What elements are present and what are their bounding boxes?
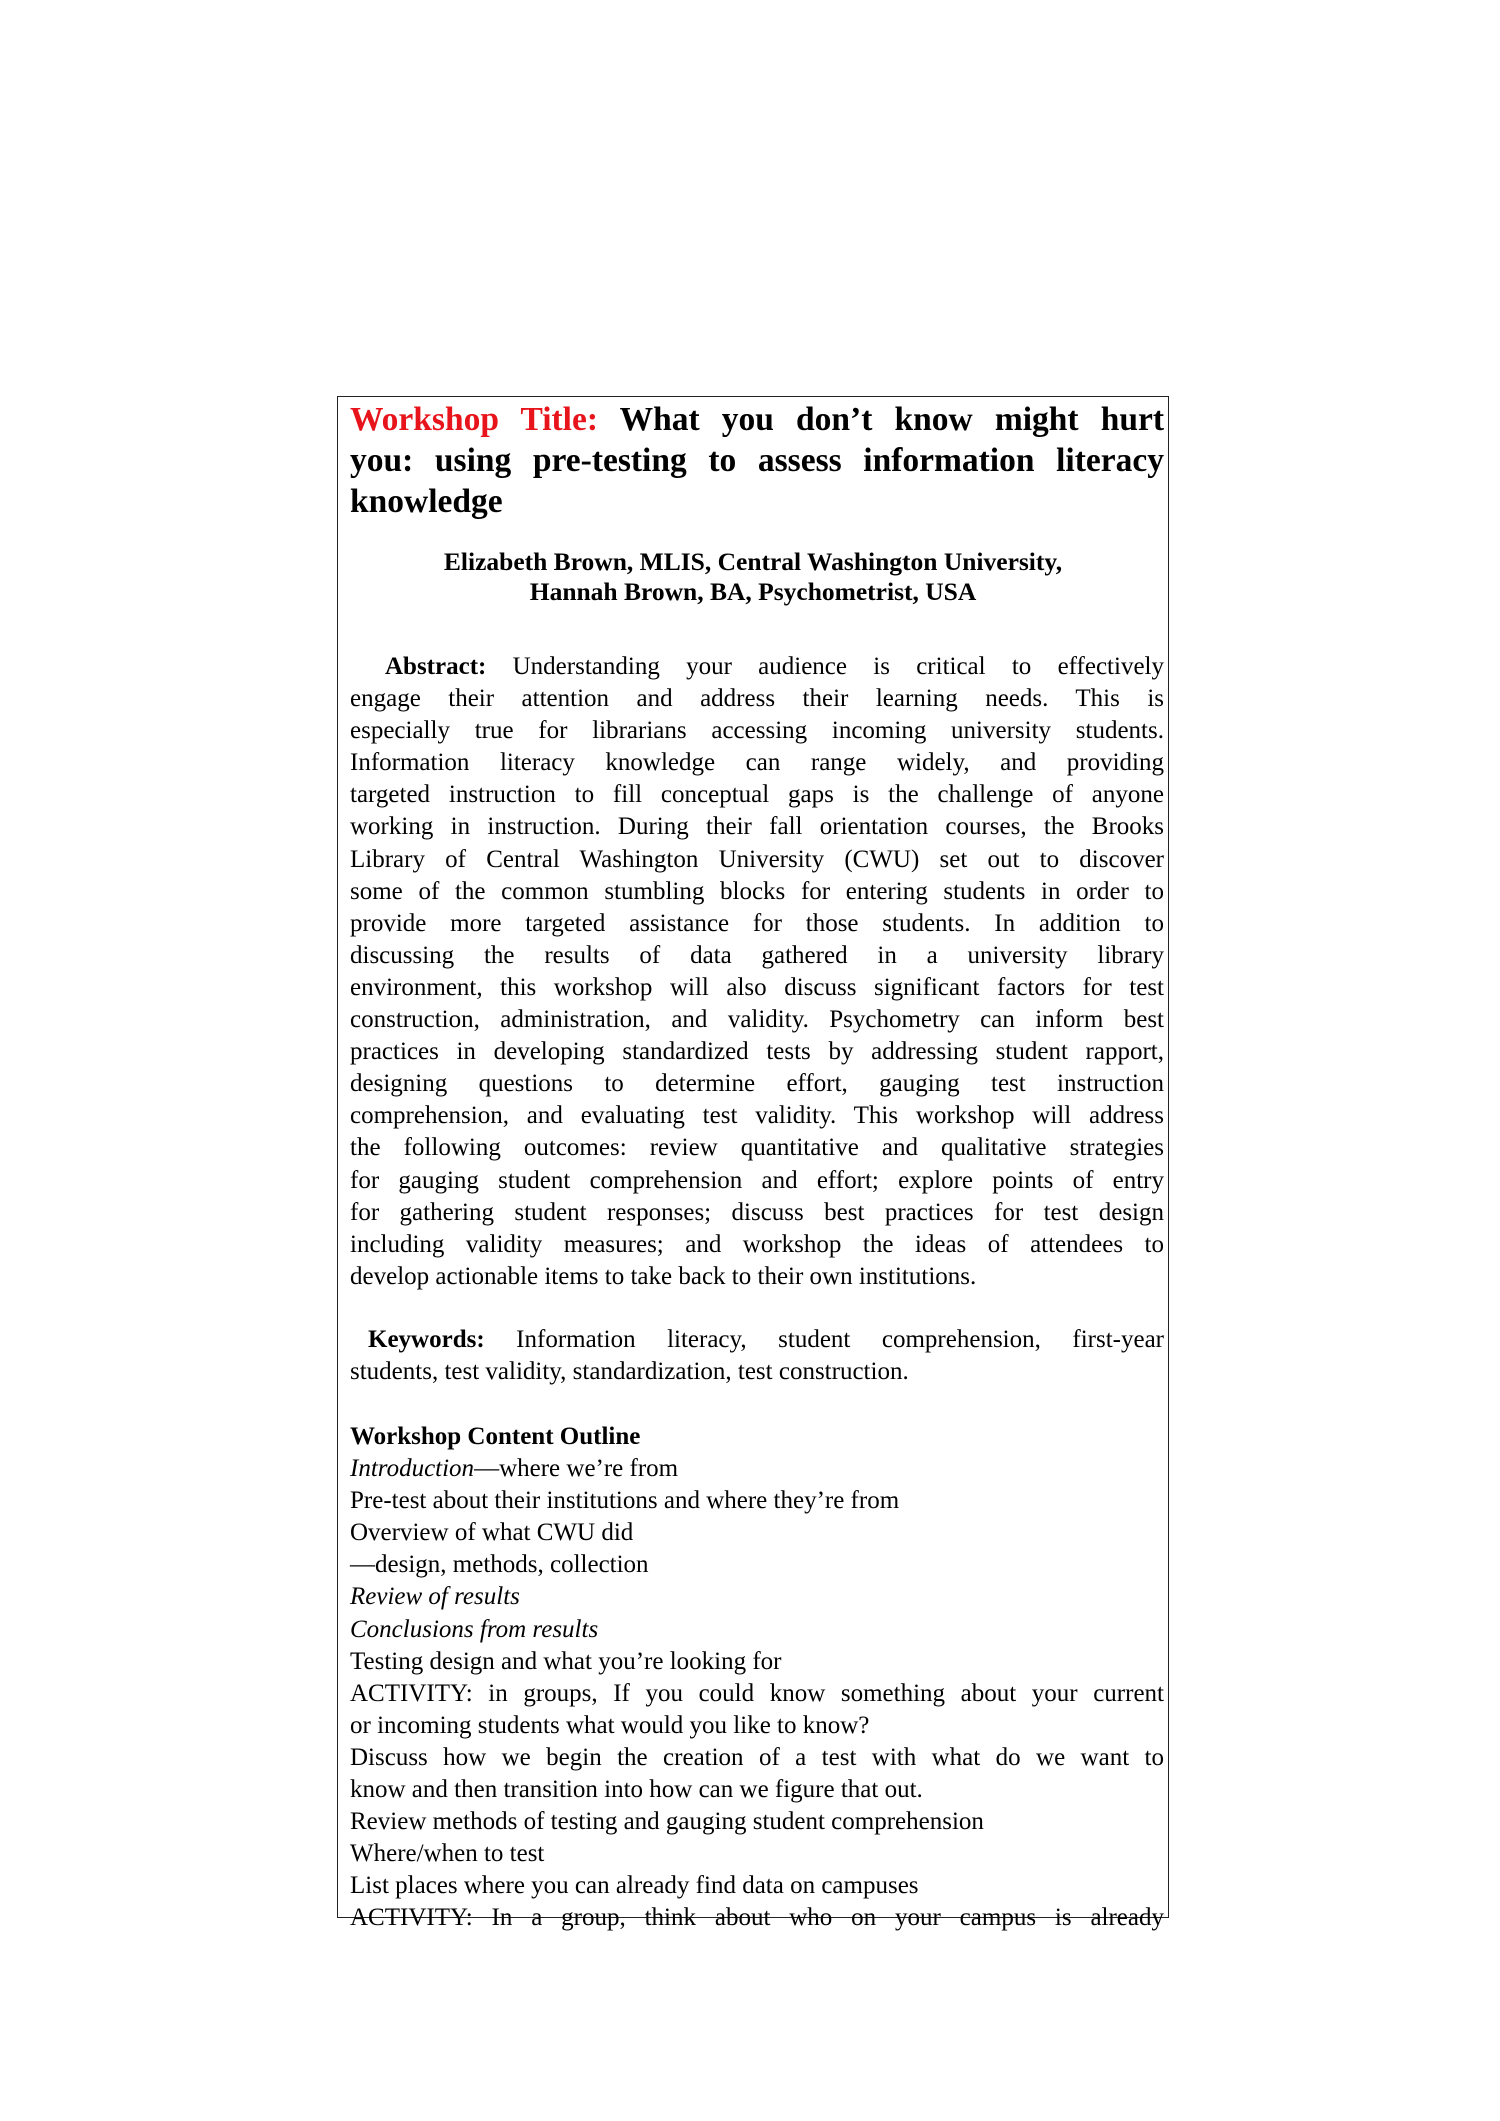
author-line: Elizabeth Brown, MLIS, Central Washington University, [443,547,1063,576]
abstract-text: especially true for librarians accessing incoming university students. [350,717,1164,745]
abstract-text: the following outcomes: review quantitative and qualitative strategies [350,1134,1164,1162]
outline-item-rest: —where we’re from [474,1455,679,1483]
abstract-line [350,651,1164,683]
outline-section [350,1421,1164,1935]
workshop-title [350,399,1164,522]
title-line: you: using pre-testing to assess information literacy [350,442,1164,479]
outline-item [350,1870,1164,1902]
title-line: Workshop Title: What you don’t know might hurt [350,401,1165,438]
outline-item-text: Where/when to test [350,1840,545,1868]
outline-heading: Workshop Content Outline [350,1423,641,1450]
keywords-line [350,1356,1164,1388]
abstract-line [350,683,1164,715]
abstract-line [350,972,1164,1004]
outline-item [350,1838,1164,1870]
outline-item-text: —design, methods, collection [350,1551,649,1579]
abstract-text: comprehension, and evaluating test validity. This workshop will address [350,1102,1164,1130]
author-line: Hannah Brown, BA, Psychometrist, USA [529,577,977,606]
abstract-line [350,1004,1164,1036]
abstract-text: including validity measures; and workshop the ideas of attendees to [350,1230,1164,1258]
abstract-line [350,1132,1164,1164]
abstract-line [350,1068,1164,1100]
outline-item [350,1485,1164,1517]
outline-item-text: Discuss how we begin the creation of a test with what do we want to [350,1743,1164,1771]
keywords-section [350,1324,1164,1388]
abstract-line [350,1197,1164,1229]
outline-item [350,1742,1164,1774]
outline-item [350,1581,1164,1613]
abstract-line [350,715,1164,747]
title-line: knowledge [350,483,503,520]
outline-item-text: or incoming students what would you like to know? [350,1711,870,1739]
outline-item-text: Overview of what CWU did [350,1519,634,1547]
outline-item [350,1774,1164,1806]
abstract-text: for gathering student responses; discuss best practices for test design [350,1198,1164,1226]
outline-item-text: know and then transition into how can we figure that out. [350,1776,923,1804]
abstract-text: targeted instruction to fill conceptual gaps is the challenge of anyone [350,781,1164,809]
outline-item-text: ACTIVITY: In a group, think about who on your campus is already [350,1904,1164,1932]
abstract-text: Understanding your audience is critical to effectively [486,653,1164,680]
keywords-line [350,1324,1164,1356]
abstract-text: practices in developing standardized tests by addressing student rapport, [350,1038,1164,1066]
outline-item-text: Testing design and what you’re looking for [350,1647,782,1675]
abstract-line [350,1165,1164,1197]
outline-item-text: Introduction [350,1455,475,1483]
outline-item-text: ACTIVITY: in groups, If you could know something about your current [350,1679,1164,1707]
abstract-line [350,811,1164,843]
outline-item-text: Pre-test about their institutions and where they’re from [350,1487,900,1515]
keywords-text: Information literacy, student comprehension, first-year [484,1326,1164,1353]
outline-item-text: List places where you can already find data on campuses [350,1872,919,1900]
abstract-section [350,651,1164,1293]
outline-item [350,1646,1164,1678]
outline-item [350,1710,1164,1742]
abstract-line [350,844,1164,876]
abstract-label: Abstract: [385,653,487,680]
abstract-line [350,1036,1164,1068]
outline-item [350,1614,1164,1646]
abstract-text: working in instruction. During their fall orientation courses, the Brooks [350,813,1164,841]
abstract-text: for gauging student comprehension and effort; explore points of entry [350,1166,1164,1194]
abstract-text: construction, administration, and validity. Psychometry can inform best [350,1006,1164,1034]
abstract-line [350,1261,1164,1293]
abstract-line [350,908,1164,940]
abstract-text: discussing the results of data gathered in a university library [350,941,1164,969]
keywords-text: students, test validity, standardization, test construction. [350,1358,909,1386]
abstract-line [350,1100,1164,1132]
abstract-text: designing questions to determine effort, gauging test instruction [350,1070,1164,1098]
abstract-text: develop actionable items to take back to their own institutions. [350,1262,977,1290]
outline-item [350,1678,1164,1710]
outline-item-text: Review of results [350,1583,520,1611]
workshop-abstract-box [337,396,1169,1932]
title-label: Workshop Title: [350,401,599,438]
abstract-text: engage their attention and address their learning needs. This is [350,685,1164,713]
abstract-text: some of the common stumbling blocks for entering students in order to [350,877,1164,905]
abstract-text: Library of Central Washington University (CWU) set out to discover [350,845,1164,873]
outline-item [350,1453,1164,1485]
outline-item [350,1902,1164,1934]
outline-item [350,1806,1164,1838]
abstract-line [350,1229,1164,1261]
keywords-label: Keywords: [368,1326,485,1353]
abstract-text: provide more targeted assistance for those students. In addition to [350,909,1164,937]
abstract-line [350,940,1164,972]
abstract-text: Information literacy knowledge can range widely, and providing [350,749,1164,777]
outline-item-text: Review methods of testing and gauging student comprehension [350,1808,984,1836]
abstract-line [350,779,1164,811]
abstract-line [350,876,1164,908]
authors [338,547,1168,607]
outline-item-text: Conclusions from results [350,1615,599,1643]
abstract-text: environment, this workshop will also discuss significant factors for test [350,973,1164,1001]
outline-item [350,1517,1164,1549]
abstract-line [350,747,1164,779]
outline-item [350,1549,1164,1581]
